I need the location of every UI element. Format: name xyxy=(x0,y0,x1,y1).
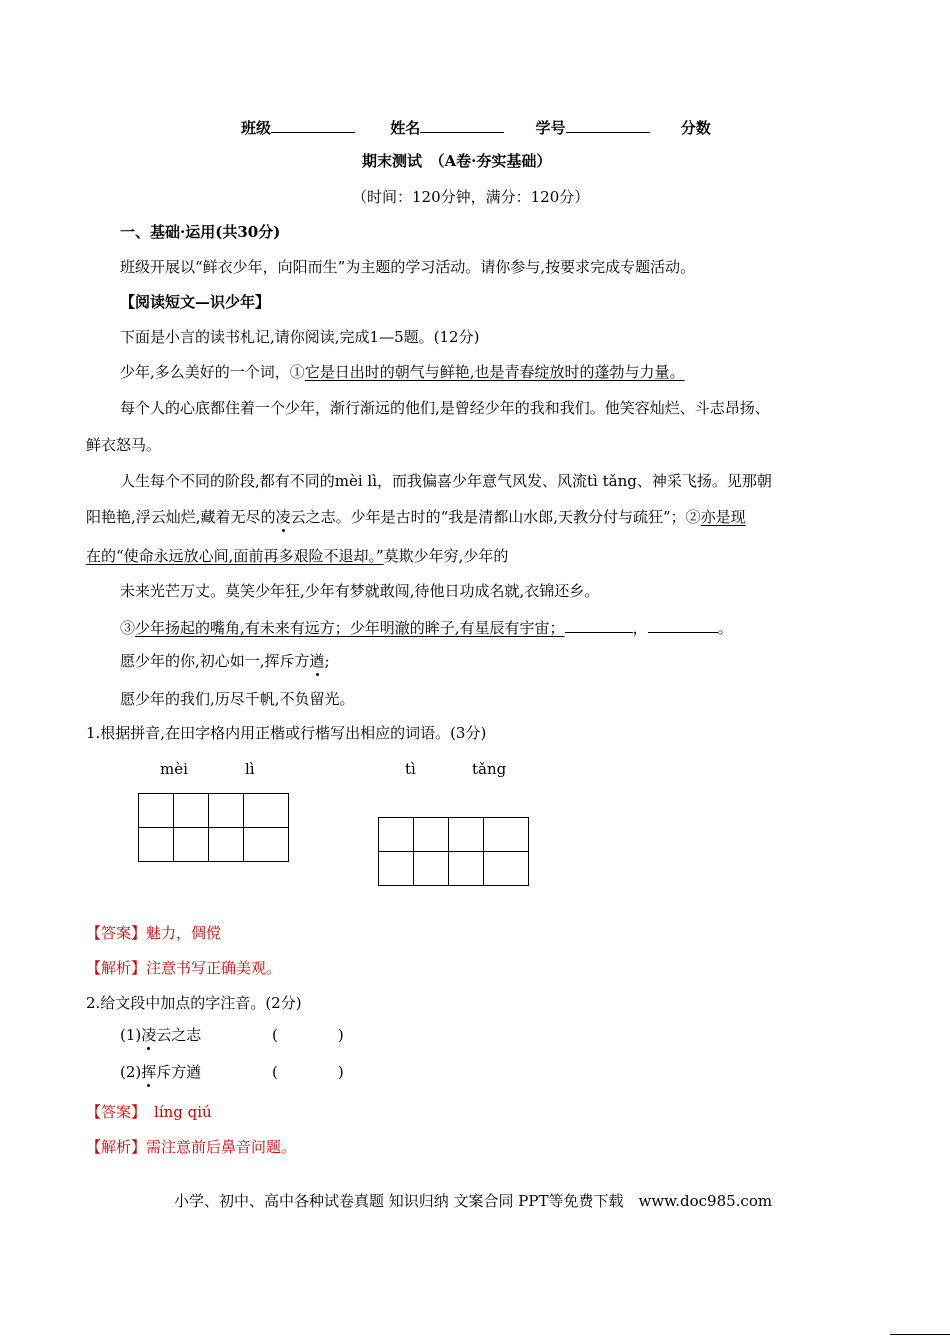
passage-text: 阳艳艳,浮云灿烂,藏着无尽的 xyxy=(86,508,276,526)
q2-paren-1[interactable]: ( ) xyxy=(272,1026,344,1044)
passage-p2-line1: 每个人的心底都住着一个少年，渐行渐远的他们,是曾经少年的我和我们。他笑容灿烂、斗志昂扬、 xyxy=(120,399,770,417)
passage-p2-line2: 鲜衣怒马。 xyxy=(86,436,162,454)
q2-item-1 xyxy=(120,1024,201,1046)
grid-cell[interactable] xyxy=(244,794,289,828)
id-blank[interactable] xyxy=(566,116,650,133)
analysis-label: 【解析】 xyxy=(86,1138,147,1156)
passage-text: 。 xyxy=(717,619,733,637)
analysis-2 xyxy=(86,1136,296,1158)
writing-grid-1[interactable] xyxy=(138,793,289,862)
passage-p7: 愿少年的我们,历尽千帆,不负留光。 xyxy=(120,690,355,708)
dotted-char: 凌 xyxy=(141,1026,157,1044)
pinyin-tang: tǎng xyxy=(472,760,507,778)
name-label: 姓名 xyxy=(390,119,421,137)
analysis-text: 注意书写正确美观。 xyxy=(146,959,282,977)
grid-cell[interactable] xyxy=(484,852,529,886)
pinyin-ti: tì xyxy=(405,760,416,778)
passage-p3-line1: 人生每个不同的阶段,都有不同的mèi lì，而我偏喜少年意气风发、风流tì tǎng、神采飞扬。见那朝 xyxy=(120,472,772,490)
class-label: 班级 xyxy=(241,119,272,137)
page-subtitle: （时间：120分钟，满分：120分） xyxy=(352,188,590,206)
item-number: (1) xyxy=(120,1026,142,1044)
passage-p1 xyxy=(120,361,685,383)
dotted-char: 凌 xyxy=(275,508,291,526)
section-subheading: 【阅读短文—识少年】 xyxy=(120,293,271,311)
pinyin-li: lì xyxy=(245,760,255,778)
section-heading: 一、基础·运用(共30分) xyxy=(120,223,281,241)
grid-cell[interactable] xyxy=(449,852,484,886)
item-text: 云之志 xyxy=(156,1026,202,1044)
answer-label: 【答案】 xyxy=(86,924,147,942)
dotted-char: 遒 xyxy=(309,652,325,670)
grid-cell[interactable] xyxy=(484,818,529,852)
q2-paren-2[interactable]: ( ) xyxy=(272,1063,344,1081)
grid-cell[interactable] xyxy=(244,828,289,862)
passage-text: 愿少年的你,初心如一,挥斥方 xyxy=(120,652,310,670)
grid-cell[interactable] xyxy=(174,828,209,862)
score-label: 分数 xyxy=(680,119,711,137)
passage-text: ; xyxy=(324,652,330,670)
section-instruction: 下面是小言的读书札记,请你阅读,完成1—5题。(12分) xyxy=(120,328,480,346)
fill-blank-1[interactable] xyxy=(565,616,633,633)
analysis-label: 【解析】 xyxy=(86,959,147,977)
analysis-text: 需注意前后鼻音问题。 xyxy=(146,1138,297,1156)
answer-label: 【答案】 xyxy=(86,1103,147,1121)
underlined-sentence-2: 亦是现 xyxy=(700,508,746,526)
page-title: 期末测试 （A卷·夯实基础） xyxy=(362,152,552,170)
grid-cell[interactable] xyxy=(174,794,209,828)
header-row xyxy=(241,116,711,139)
answer-text: líng qiú xyxy=(154,1103,212,1121)
question-2: 2.给文段中加点的字注音。(2分) xyxy=(86,994,302,1012)
writing-grid-2[interactable] xyxy=(378,817,529,886)
passage-text: 莫欺少年穷,少年的 xyxy=(383,547,509,565)
section-intro: 班级开展以“鲜衣少年，向阳而生”为主题的学习活动。请你参与,按要求完成专题活动。 xyxy=(120,258,696,276)
fill-blank-2[interactable] xyxy=(648,616,718,633)
answer-1 xyxy=(86,922,221,944)
grid-cell[interactable] xyxy=(414,852,449,886)
answer-2 xyxy=(86,1101,212,1123)
passage-text: ③ xyxy=(120,619,136,637)
passage-text: 云之志。少年是古时的“我是清都山水郎,天教分付与疏狂”；② xyxy=(290,508,701,526)
dotted-char: 挥 xyxy=(141,1063,157,1081)
underlined-sentence-1: 它是日出时的朝气与鲜艳,也是青春绽放时的蓬勃与力量。 xyxy=(304,363,685,381)
page-footer: 小学、初中、高中各种试卷真题 知识归纳 文案合同 PPT等免费下载 www.doc985.com xyxy=(174,1192,773,1210)
passage-p3-line3 xyxy=(86,545,508,567)
item-text: 斥方遒 xyxy=(156,1063,202,1081)
class-blank[interactable] xyxy=(271,116,355,133)
pinyin-mei: mèi xyxy=(160,760,188,778)
item-number: (2) xyxy=(120,1063,142,1081)
passage-p5 xyxy=(120,616,733,639)
grid-cell[interactable] xyxy=(209,794,244,828)
q2-item-2 xyxy=(120,1061,201,1083)
question-1: 1.根据拼音,在田字格内用正楷或行楷写出相应的词语。(3分) xyxy=(86,724,487,742)
analysis-1 xyxy=(86,957,281,979)
underlined-sentence-3: 少年扬起的嘴角,有未来有远方；少年明澈的眸子,有星辰有宇宙； xyxy=(135,619,565,637)
grid-cell[interactable] xyxy=(449,818,484,852)
passage-p3-line2 xyxy=(86,506,746,528)
passage-text: 少年,多么美好的一个词，① xyxy=(120,363,305,381)
corner-line xyxy=(890,1334,950,1335)
grid-cell[interactable] xyxy=(414,818,449,852)
underlined-sentence-2-cont: 在的“使命永远放心间,面前再多艰险不退却。” xyxy=(86,547,384,565)
passage-p4: 未来光芒万丈。莫笑少年狂,少年有梦就敢闯,待他日功成名就,衣锦还乡。 xyxy=(120,582,600,600)
grid-cell[interactable] xyxy=(139,828,174,862)
answer-text: 魅力，倜傥 xyxy=(146,924,222,942)
grid-cell[interactable] xyxy=(209,828,244,862)
id-label: 学号 xyxy=(535,119,566,137)
grid-cell[interactable] xyxy=(379,852,414,886)
grid-cell[interactable] xyxy=(139,794,174,828)
passage-text: ， xyxy=(632,619,648,637)
grid-cell[interactable] xyxy=(379,818,414,852)
passage-p6 xyxy=(120,650,330,672)
name-blank[interactable] xyxy=(420,116,504,133)
